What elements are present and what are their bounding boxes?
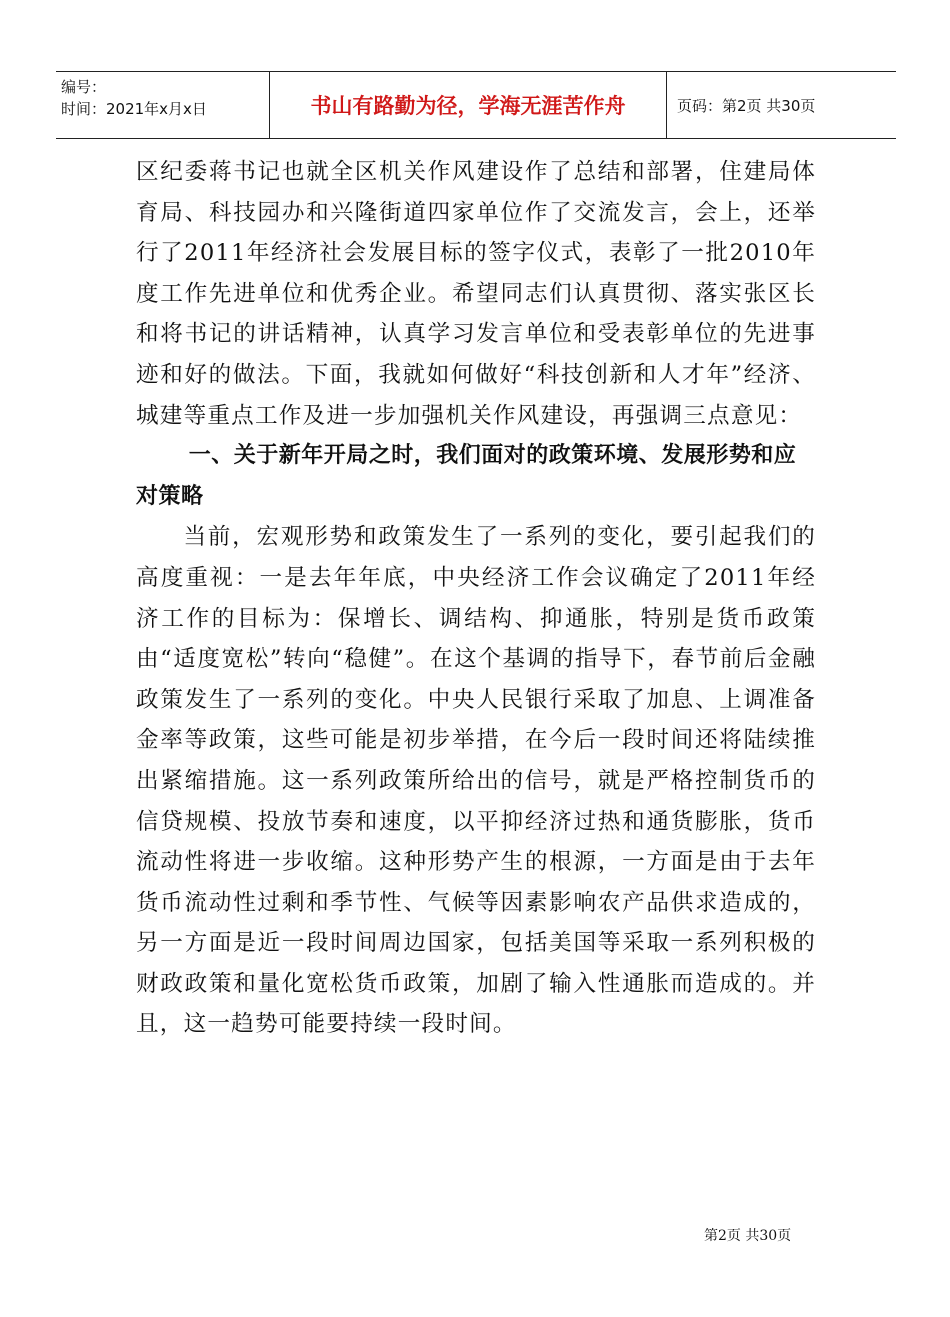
document-header — [56, 71, 896, 139]
document-body — [136, 152, 816, 1045]
page-footer: 第2页 共30页 — [704, 1228, 792, 1244]
header-meta — [56, 72, 269, 138]
section-heading-1: 一、关于新年开局之时，我们面对的政策环境、发展形势和应对策略 — [136, 443, 797, 509]
time-label: 时间：2021年x月x日 — [61, 100, 207, 118]
header-motto: 书山有路勤为径，学海无涯苦作舟 — [269, 72, 667, 138]
paragraph-1: 区纪委蒋书记也就全区机关作风建设作了总结和部署，住建局体育局、科技园办和兴隆街道四家单位作了交流发言，会上，还举行了2011年经济社会发展目标的签字仪式，表彰了一批2010年度工作先进单位和优秀企业。希望同志们认真贯彻、落实张区长和将书记的讲话精神，认真学习发言单位和受表彰单位的先进事迹和好的做法。下面，我就如何做好“科技创新和人才年”经济、城建等重点工作及进一步加强机关作风建设，再强调三点意见： — [136, 159, 816, 429]
paragraph-2: 当前，宏观形势和政策发生了一系列的变化，要引起我们的高度重视：一是去年年底，中央经济工作会议确定了2011年经济工作的目标为：保增长、调结构、抑通胀，特别是货币政策由“适度宽松”转向“稳健”。在这个基调的指导下，春节前后金融政策发生了一系列的变化。中央人民银行采取了加息、上调准备金率等政策，这些可能是初步举措，在今后一段时间还将陆续推出紧缩措施。这一系列政策所给出的信号，就是严格控制货币的信贷规模、投放节奏和速度，以平抑经济过热和通货膨胀，货币流动性将进一步收缩。这种形势产生的根源，一方面是由于去年货币流动性过剩和季节性、气候等因素影响农产品供求造成的，另一方面是近一段时间周边国家，包括美国等采取一系列积极的财政政策和量化宽松货币政策，加剧了输入性通胀而造成的。并且，这一趋势可能要持续一段时间。 — [136, 524, 816, 1038]
number-label: 编号： — [61, 78, 107, 96]
header-page-info: 页码：第2页 共30页 — [677, 96, 816, 115]
